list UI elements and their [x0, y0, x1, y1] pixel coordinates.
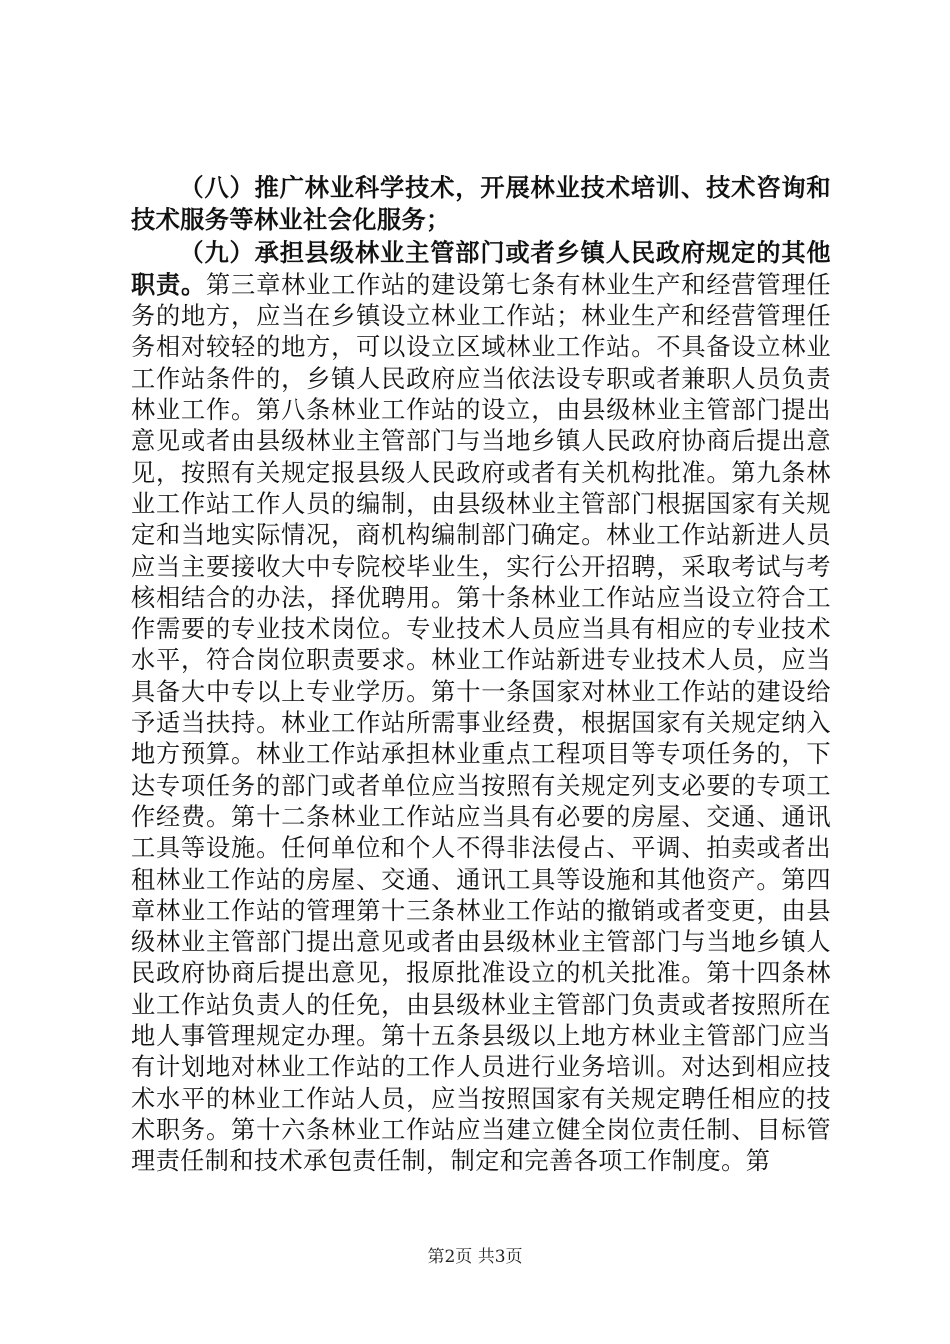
paragraph-8-bold-text: （八）推广林业科学技术，开展林业技术培训、技术咨询和技术服务等林业社会化服务； [131, 173, 831, 235]
paragraph-9-bold-text: （九）承担县级林业主管部门或者乡镇人民政府规定的其他职责。 [131, 237, 831, 299]
paragraph-9 [131, 237, 831, 1178]
page-number-footer: 第2页 共3页 [427, 1247, 523, 1267]
paragraph-9-text: 第三章林业工作站的建设第七条有林业生产和经营管理任务的地方，应当在乡镇设立林业工作站；林业生产和经营管理任务相对较轻的地方，可以设立区域林业工作站。不具备设立林业工作站条件的，乡镇人民政府应当依法设专职或者兼职人员负责林业工作。第八条林业工作站的设立，由县级林业主管部门提出意见或者由县级林业主管部门与当地乡镇人民政府协商后提出意见，按照有关规定报县级人民政府或者有关机构批准。第九条林业工作站工作人员的编制，由县级林业主管部门根据国家有关规定和当地实际情况，商机构编制部门确定。林业工作站新进人员应当主要接收大中专院校毕业生，实行公开招聘，采取考试与考核相结合的办法，择优聘用。第十条林业工作站应当设立符合工作需要的专业技术岗位。专业技术人员应当具有相应的专业技术水平，符合岗位职责要求。林业工作站新进专业技术人员，应当具备大中专以上专业学历。第十一条国家对林业工作站的建设给予适当扶持。林业工作站所需事业经费，根据国家有关规定纳入地方预算。林业工作站承担林业重点工程项目等专项任务的，下达专项任务的部门或者单位应当按照有关规定列支必要的专项工作经费。第十二条林业工作站应当具有必要的房屋、交通、通讯工具等设施。任何单位和个人不得非法侵占、平调、拍卖或者出租林业工作站的房屋、交通、通讯工具等设施和其他资产。第四章林业工作站的管理第十三条林业工作站的撤销或者变更，由县级林业主管部门提出意见或者由县级林业主管部门与当地乡镇人民政府协商后提出意见，报原批准设立的机关批准。第十四条林业工作站负责人的任免，由县级林业主管部门负责或者按照所在地人事管理规定办理。第十五条县级以上地方林业主管部门应当有计划地对林业工作站的工作人员进行业务培训。对达到相应技术水平的林业工作站人员，应当按照国家有关规定聘任相应的技术职务。第十六条林业工作站应当建立健全岗位责任制、目标管理责任制和技术承包责任制，制定和完善各项工作制度。第 [131, 270, 831, 1176]
paragraph-8 [131, 172, 831, 237]
document-body [131, 172, 831, 1178]
